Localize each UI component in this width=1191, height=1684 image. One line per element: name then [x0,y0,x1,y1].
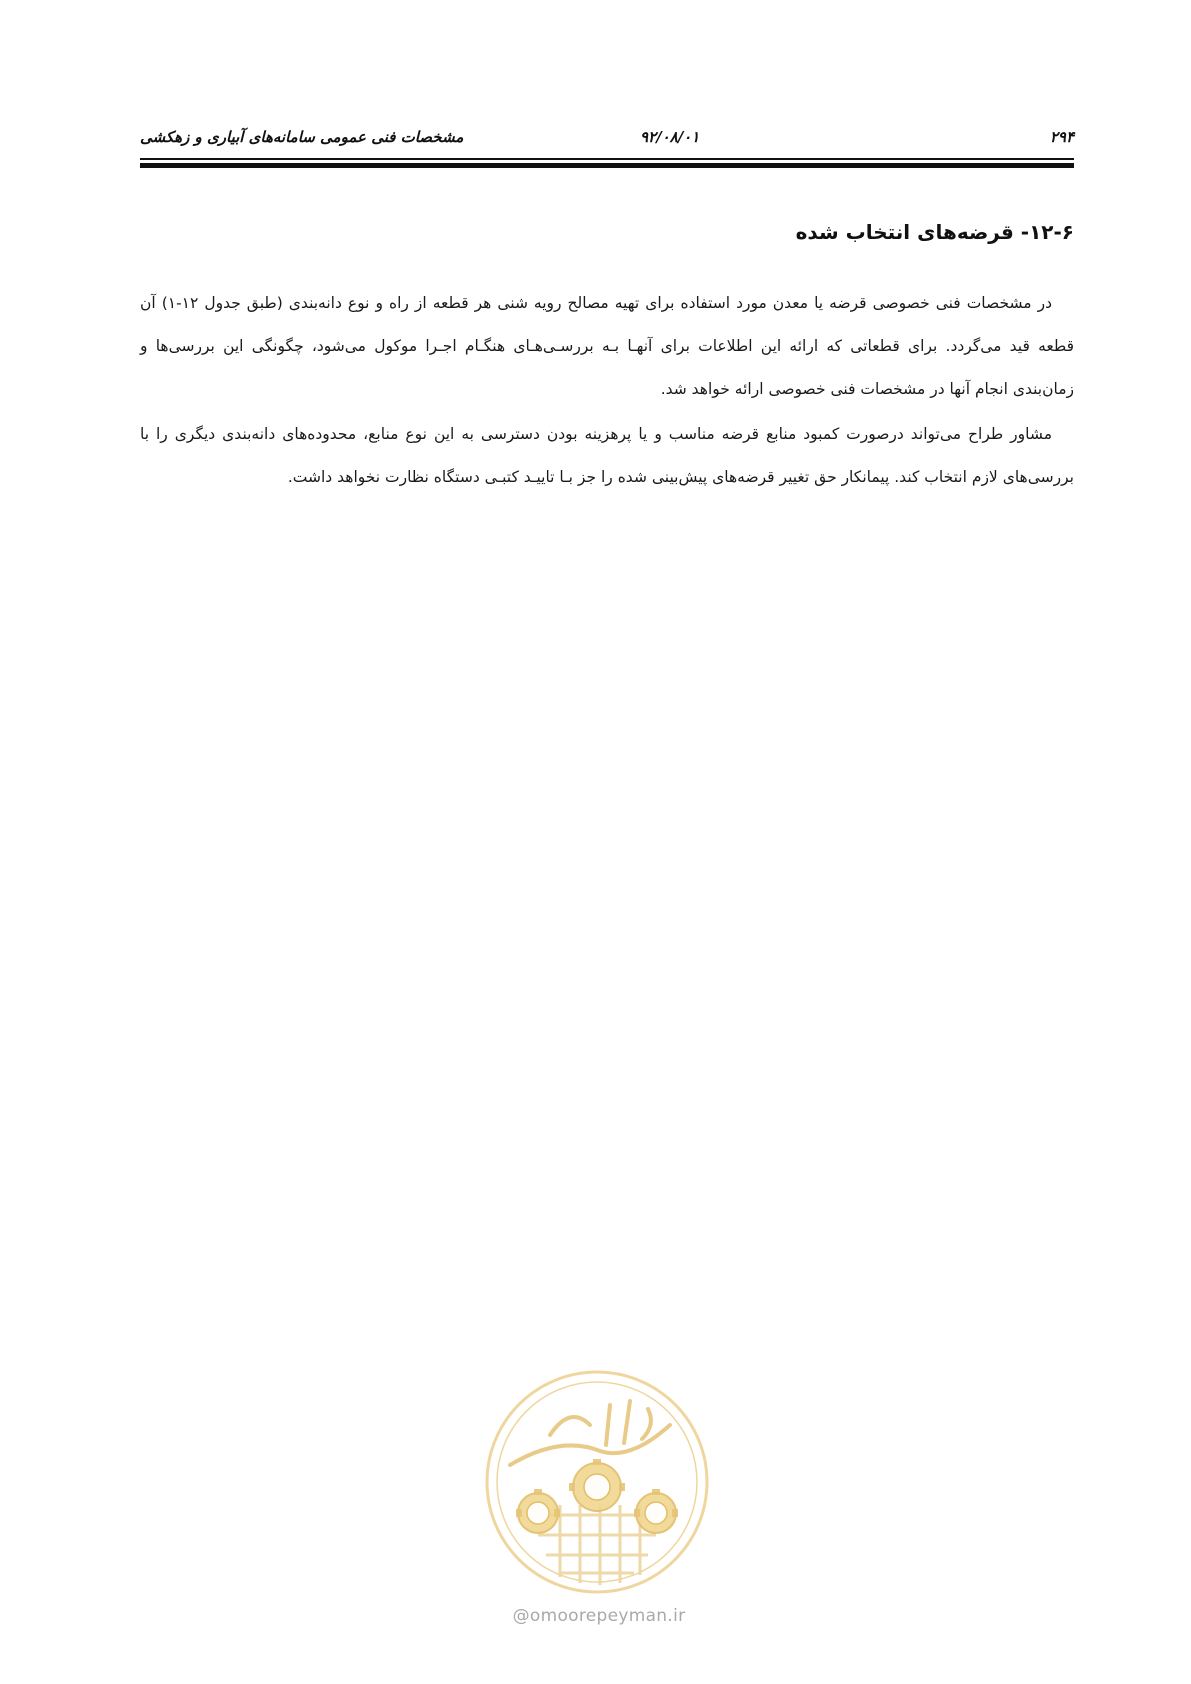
body-text [140,282,1074,501]
page-header [140,128,1074,150]
header-rule-thick [140,163,1074,168]
header-rule-thin [140,158,1074,160]
seal-logo-icon [480,1365,714,1599]
watermark-caption: @omoorepeyman.ir [512,1606,686,1626]
paragraph-1: در مشخصات فنی خصوصی قرضه یا معدن مورد استفاده برای تهیه مصالح رویه شنی هر قطعه از راه و نوع دانه‌بندی (طبق جدول ۱۲-۱) آن قطعه قید می‌گردد. برای قطعاتی که ارائه این اطلاعات برای آنهـا بـه بررسـی‌هـای هنگـام اجـرا موکول می‌شود، چگونگی این بررسی‌ها و زمان‌بندی انجام آنها در مشخصات فنی خصوصی ارائه خواهد شد. [140,294,1074,398]
header-date: ۹۲/۰۸/۰۱ [640,128,700,146]
page-number: ۲۹۴ [1049,128,1074,146]
section-title: ۱۲-۶- قرضه‌های انتخاب شده [795,220,1074,244]
watermark-seal [480,1365,714,1599]
header-title: مشخصات فنی عمومی سامانه‌های آبیاری و زهکشی [140,128,464,146]
paragraph-2: مشاور طراح می‌تواند درصورت کمبود منابع قرضه مناسب و یا پرهزینه بودن دسترسی به این نوع منابع، محدوده‌های دانه‌بندی دیگری را با بررسی‌های لازم انتخاب کند. پیمانکار حق تغییر قرضه‌های پیش‌بینی شده را جز بـا تاییـد کتبـی دستگاه نظارت نخواهد داشت. [140,425,1074,486]
